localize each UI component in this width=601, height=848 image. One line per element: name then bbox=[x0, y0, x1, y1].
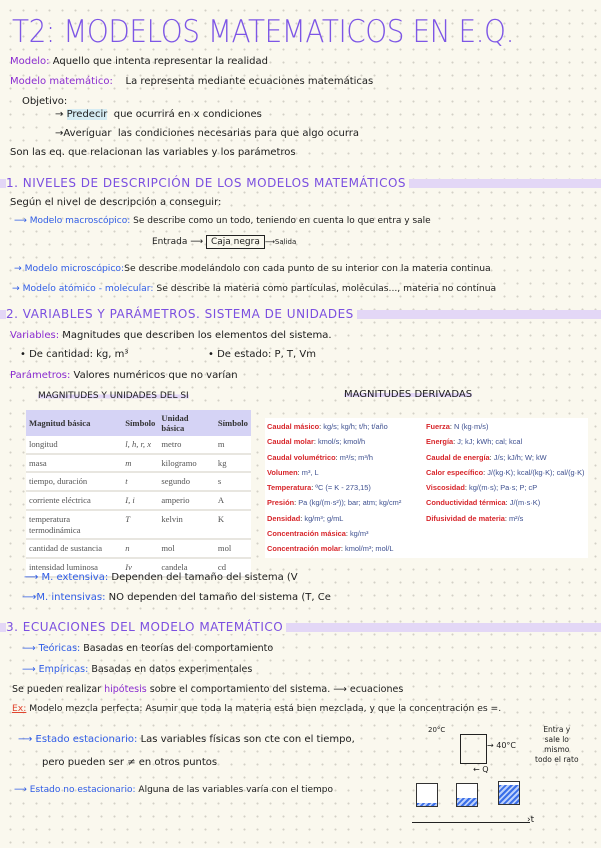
col-header: Unidad básica bbox=[158, 410, 215, 436]
atom-item: → Modelo atómico - molecular: Se describe la materia como partículas, moléculas..., materia no continua bbox=[12, 283, 497, 294]
table-cell: tiempo, duración bbox=[26, 472, 122, 491]
derived-magnitude: Conductividad térmica: J/(m·s·K) bbox=[426, 498, 541, 508]
derived-magnitude: Caudal volumétrico: m³/s; m³/h bbox=[267, 452, 373, 462]
intensiva-item: ⟶M. intensivas: NO dependen del tamaño del sistema (T, Ce bbox=[22, 592, 331, 603]
magnitude-name: Volumen bbox=[267, 467, 298, 477]
text: Se pueden realizar bbox=[12, 684, 102, 695]
section-heading: 1. NIVELES DE DESCRIPCIÓN DE LOS MODELOS MATEMÁTICOS bbox=[6, 176, 409, 190]
key: Averiguar bbox=[63, 128, 112, 139]
teoricas-item: ⟶ Teóricas: Basadas en teorías del comportamiento bbox=[22, 643, 274, 654]
micro-item: → Modelo microscópico:Se describe modelándolo con cada punto de su interior con la materia continua bbox=[14, 263, 491, 274]
macro-item: ⟶ Modelo macroscópico: Se describe como un todo, teniendo en cuenta lo que entra y sale bbox=[14, 216, 431, 226]
derived-magnitude: Temperatura: ºC (= K - 273,15) bbox=[267, 483, 371, 493]
text: Modelo mezcla perfecta: Asumir que toda la materia está bien mezclada, y que la concentración es =. bbox=[29, 703, 502, 714]
magnitude-units: J/(m·s·K) bbox=[509, 498, 541, 508]
son-text: Son las eq. que relacionan las variables y los parámetros bbox=[10, 147, 296, 158]
def-modelo bbox=[10, 56, 268, 67]
liquid-fill bbox=[499, 785, 519, 804]
table-row bbox=[26, 510, 251, 539]
tank-3 bbox=[498, 781, 520, 805]
text: sobre el comportamiento del sistema. ⟶ ecuaciones bbox=[149, 684, 404, 695]
magnitude-name: Calor específico bbox=[426, 467, 484, 477]
magnitude-name: Densidad bbox=[267, 513, 301, 523]
def-modelo-matematico bbox=[10, 76, 373, 87]
heat-q: ← Q bbox=[473, 765, 489, 774]
tank-2 bbox=[456, 783, 478, 807]
estacionario-item: ⟶ Estado estacionario: Las variables físicas son cte con el tiempo, bbox=[18, 734, 355, 745]
note-line: mismo bbox=[544, 745, 570, 754]
derived-magnitude: Difusividad de materia: m²/s bbox=[426, 513, 524, 523]
table-cell: metro bbox=[158, 436, 215, 454]
hipotesis-word: hipótesis bbox=[104, 684, 147, 695]
table-cell: temperatura termodinámica bbox=[26, 510, 122, 539]
magnitude-name: Viscosidad bbox=[426, 483, 465, 493]
magnitude-units: Pa (kg/(m·s²)); bar; atm; kg/cm² bbox=[298, 498, 402, 508]
time-axis bbox=[412, 822, 530, 823]
derived-magnitude: Fuerza: N (kg·m/s) bbox=[426, 422, 489, 431]
label: Teóricas: bbox=[38, 643, 81, 654]
col-header: Símbolo bbox=[215, 410, 251, 436]
magnitude-name: Energía bbox=[426, 437, 454, 447]
black-box-diagram: Entrada ⟶ Caja negra ⟶Salida bbox=[152, 237, 297, 247]
table-row bbox=[26, 539, 251, 558]
section-2-header bbox=[0, 307, 601, 323]
text: Se describe la materia como partículas, moléculas..., materia no continua bbox=[156, 283, 497, 294]
objetivo-label: Objetivo: bbox=[22, 96, 68, 107]
table-cell: kilogramo bbox=[158, 454, 215, 473]
time-axis-label: ›t bbox=[527, 815, 535, 825]
table-cell: s bbox=[215, 472, 251, 491]
magnitude-units: m³/s; m³/h bbox=[339, 452, 373, 462]
text: NO dependen del tamaño del sistema (T, Ce bbox=[108, 592, 331, 603]
s1-intro: Según el nivel de descripción a conseguir: bbox=[10, 197, 222, 208]
magnitude-name: Caudal volumétrico bbox=[267, 452, 336, 462]
note-line: todo el rato bbox=[535, 755, 579, 764]
table-cell: corriente eléctrica bbox=[26, 491, 122, 510]
magnitude-name: Presión bbox=[267, 498, 295, 508]
text: las condiciones necesarias para que algo ocurra bbox=[117, 128, 360, 139]
no-estacionario-item: ⟶ Estado no estacionario: Alguna de las variables varía con el tiempo bbox=[14, 785, 333, 795]
liquid-fill bbox=[457, 798, 477, 806]
table-row bbox=[26, 472, 251, 491]
tank-1 bbox=[416, 783, 438, 807]
magnitude-name: Temperatura bbox=[267, 483, 312, 493]
table-cell: m bbox=[122, 454, 158, 473]
salida: Salida bbox=[274, 238, 297, 246]
table-cell: kg bbox=[215, 454, 251, 473]
derived-magnitude: Volumen: m³, L bbox=[267, 467, 319, 477]
label: M. extensiva: bbox=[41, 572, 109, 583]
table-cell: T bbox=[122, 510, 158, 539]
section-1-header bbox=[0, 176, 601, 192]
text: Las variables físicas son cte con el tiempo, bbox=[140, 734, 355, 745]
text: que ocurrirá en x condiciones bbox=[113, 109, 262, 120]
derived-magnitude: Concentración másica: kg/m³ bbox=[267, 529, 369, 539]
table-cell: masa bbox=[26, 454, 122, 473]
section-heading: 2. VARIABLES Y PARÁMETROS. SISTEMA DE UNIDADES bbox=[6, 307, 357, 321]
text: Alguna de las variables varía con el tiempo bbox=[138, 785, 333, 795]
table-row bbox=[26, 454, 251, 473]
si-heading: MAGNITUDES Y UNIDADES DEL SI bbox=[38, 391, 189, 401]
temp-out: → 40°C bbox=[487, 741, 517, 750]
derived-magnitude: Presión: Pa (kg/(m·s²)); bar; atm; kg/cm² bbox=[267, 498, 402, 508]
magnitude-units: kg/(m·s); Pa·s; P; cP bbox=[469, 483, 538, 493]
table-row bbox=[26, 436, 251, 454]
magnitude-units: J/(kg·K); kcal/(kg·K); cal/(g·K) bbox=[487, 467, 585, 477]
ex-label: Ex: bbox=[12, 703, 27, 714]
magnitude-name: Caudal de energía bbox=[426, 452, 490, 462]
magnitude-name: Concentración molar bbox=[267, 544, 341, 554]
label: Variables: bbox=[10, 330, 60, 341]
label: Modelo macroscópico: bbox=[29, 216, 131, 226]
table-cell: K bbox=[215, 510, 251, 539]
caja-negra-box: Caja negra bbox=[206, 235, 265, 249]
section-heading: 3. ECUACIONES DEL MODELO MATEMÁTICO bbox=[6, 620, 286, 634]
table-cell: t bbox=[122, 472, 158, 491]
magnitude-units: kmol/s; kmol/h bbox=[317, 437, 366, 447]
derived-magnitude: Densidad: kg/m³; g/mL bbox=[267, 513, 344, 523]
label: Empíricas: bbox=[38, 664, 89, 675]
estacionario-text-2: pero pueden ser ≠ en otros puntos bbox=[42, 757, 218, 768]
derived-magnitude: Energía: J; kJ; kWh; cal; kcal bbox=[426, 437, 523, 447]
text: La representa mediante ecuaciones matemáticas bbox=[125, 76, 374, 87]
temp-out-value: 40°C bbox=[496, 741, 517, 750]
table-cell: cantidad de sustancia bbox=[26, 539, 122, 558]
magnitude-name: Caudal másico bbox=[267, 422, 320, 431]
label: Parámetros: bbox=[10, 370, 71, 381]
hipotesis-line bbox=[12, 684, 403, 695]
magnitude-name: Conductividad térmica bbox=[426, 498, 506, 508]
derived-magnitude: Calor específico: J/(kg·K); kcal/(kg·K); cal/(g·K) bbox=[426, 467, 585, 477]
table-cell: cd bbox=[215, 558, 251, 577]
magnitude-name: Concentración másica bbox=[267, 529, 346, 539]
table-cell: segundo bbox=[158, 472, 215, 491]
key: Predecir bbox=[66, 109, 108, 120]
table-row bbox=[26, 491, 251, 510]
magnitude-units: ºC (= K - 273,15) bbox=[315, 483, 371, 493]
derived-magnitude: Caudal molar: kmol/s; kmol/h bbox=[267, 437, 366, 447]
page-title: T2: MODELOS MATEMATICOS EN E.Q. bbox=[12, 14, 514, 50]
text: Se describe modelándolo con cada punto de su interior con la materia continua bbox=[124, 263, 491, 274]
section-3-header bbox=[0, 620, 601, 636]
label: M. intensivas: bbox=[36, 592, 106, 603]
tank bbox=[460, 734, 487, 764]
t-label: t bbox=[530, 815, 535, 825]
note-line: sale lo bbox=[544, 735, 569, 744]
text: Basadas en datos experimentales bbox=[91, 664, 253, 675]
table-cell: amperio bbox=[158, 491, 215, 510]
label: Modelo microscópico: bbox=[24, 263, 125, 274]
table-cell: candela bbox=[158, 558, 215, 577]
de-cantidad: • De cantidad: kg, m³ bbox=[20, 349, 129, 360]
note-line: Entra y bbox=[543, 725, 571, 734]
table-cell: m bbox=[215, 436, 251, 454]
magnitude-name: Difusividad de materia bbox=[426, 513, 505, 523]
col-header: Magnitud básica bbox=[26, 410, 122, 436]
derived-magnitude: Caudal másico: kg/s; kg/h; t/h; t/año bbox=[267, 422, 388, 431]
magnitude-name: Fuerza bbox=[426, 422, 450, 431]
table-cell: mol bbox=[215, 539, 251, 558]
table-cell: A bbox=[215, 491, 251, 510]
text: Magnitudes que describen los elementos del sistema. bbox=[62, 330, 332, 341]
text: Basadas en teorías del comportamiento bbox=[83, 643, 274, 654]
table-cell: kelvin bbox=[158, 510, 215, 539]
parametros-def bbox=[10, 370, 238, 381]
derived-heading: MAGNITUDES DERIVADAS bbox=[344, 389, 473, 400]
text: Se describe como un todo, teniendo en cuenta lo que entra y sale bbox=[133, 216, 431, 226]
table-cell: n bbox=[122, 539, 158, 558]
text: Dependen del tamaño del sistema (V bbox=[111, 572, 298, 583]
derived-magnitudes-panel bbox=[265, 418, 588, 558]
derived-magnitude: Concentración molar: kmol/m³; mol/L bbox=[267, 544, 394, 554]
label: Modelo matemático: bbox=[10, 76, 113, 87]
objetivo-2: →Averiguar las condiciones necesarias para que algo ocurra bbox=[55, 128, 360, 139]
magnitude-units: kg/s; kg/h; t/h; t/año bbox=[323, 422, 388, 431]
liquid-fill bbox=[417, 803, 437, 806]
entrada: Entrada bbox=[152, 237, 188, 247]
magnitude-units: kg/m³ bbox=[349, 529, 369, 539]
text: Aquello que intenta representar la realidad bbox=[52, 56, 268, 67]
table-cell: I, i bbox=[122, 491, 158, 510]
de-estado: • De estado: P, T, Vm bbox=[208, 349, 316, 360]
objetivo-1: → Predecir que ocurrirá en x condiciones bbox=[55, 109, 262, 120]
magnitude-units: m³, L bbox=[301, 467, 319, 477]
table-cell: l, h, r, x bbox=[122, 436, 158, 454]
magnitude-units: m²/s bbox=[508, 513, 524, 523]
side-note bbox=[535, 725, 579, 765]
label: Modelo: bbox=[10, 56, 50, 67]
extensiva-item: ⟶ M. extensiva: Dependen del tamaño del sistema (V bbox=[24, 572, 298, 583]
table-cell: longitud bbox=[26, 436, 122, 454]
col-header: Símbolo bbox=[122, 410, 158, 436]
magnitude-units: N (kg·m/s) bbox=[453, 422, 489, 431]
magnitude-name: Caudal molar bbox=[267, 437, 314, 447]
label: Estado estacionario: bbox=[35, 734, 138, 745]
derived-magnitude: Caudal de energía: J/s; kJ/h; W; kW bbox=[426, 452, 547, 462]
label: Modelo atómico - molecular: bbox=[22, 283, 154, 294]
magnitude-units: kg/m³; g/mL bbox=[304, 513, 344, 523]
temp-in: 20°C bbox=[428, 726, 446, 734]
label: Estado no estacionario: bbox=[29, 785, 136, 795]
table-cell: Iv bbox=[122, 558, 158, 577]
variables-def bbox=[10, 330, 332, 341]
text: Valores numéricos que no varían bbox=[73, 370, 238, 381]
table-cell: intensidad luminosa bbox=[26, 558, 122, 577]
si-units-table bbox=[26, 410, 251, 578]
magnitude-units: J; kJ; kWh; cal; kcal bbox=[457, 437, 523, 447]
example-line bbox=[12, 703, 501, 714]
magnitude-units: J/s; kJ/h; W; kW bbox=[493, 452, 547, 462]
table-cell: mol bbox=[158, 539, 215, 558]
magnitude-units: kmol/m³; mol/L bbox=[345, 544, 394, 554]
empiricas-item: ⟶ Empíricas: Basadas en datos experimentales bbox=[22, 664, 253, 675]
derived-magnitude: Viscosidad: kg/(m·s); Pa·s; P; cP bbox=[426, 483, 538, 493]
